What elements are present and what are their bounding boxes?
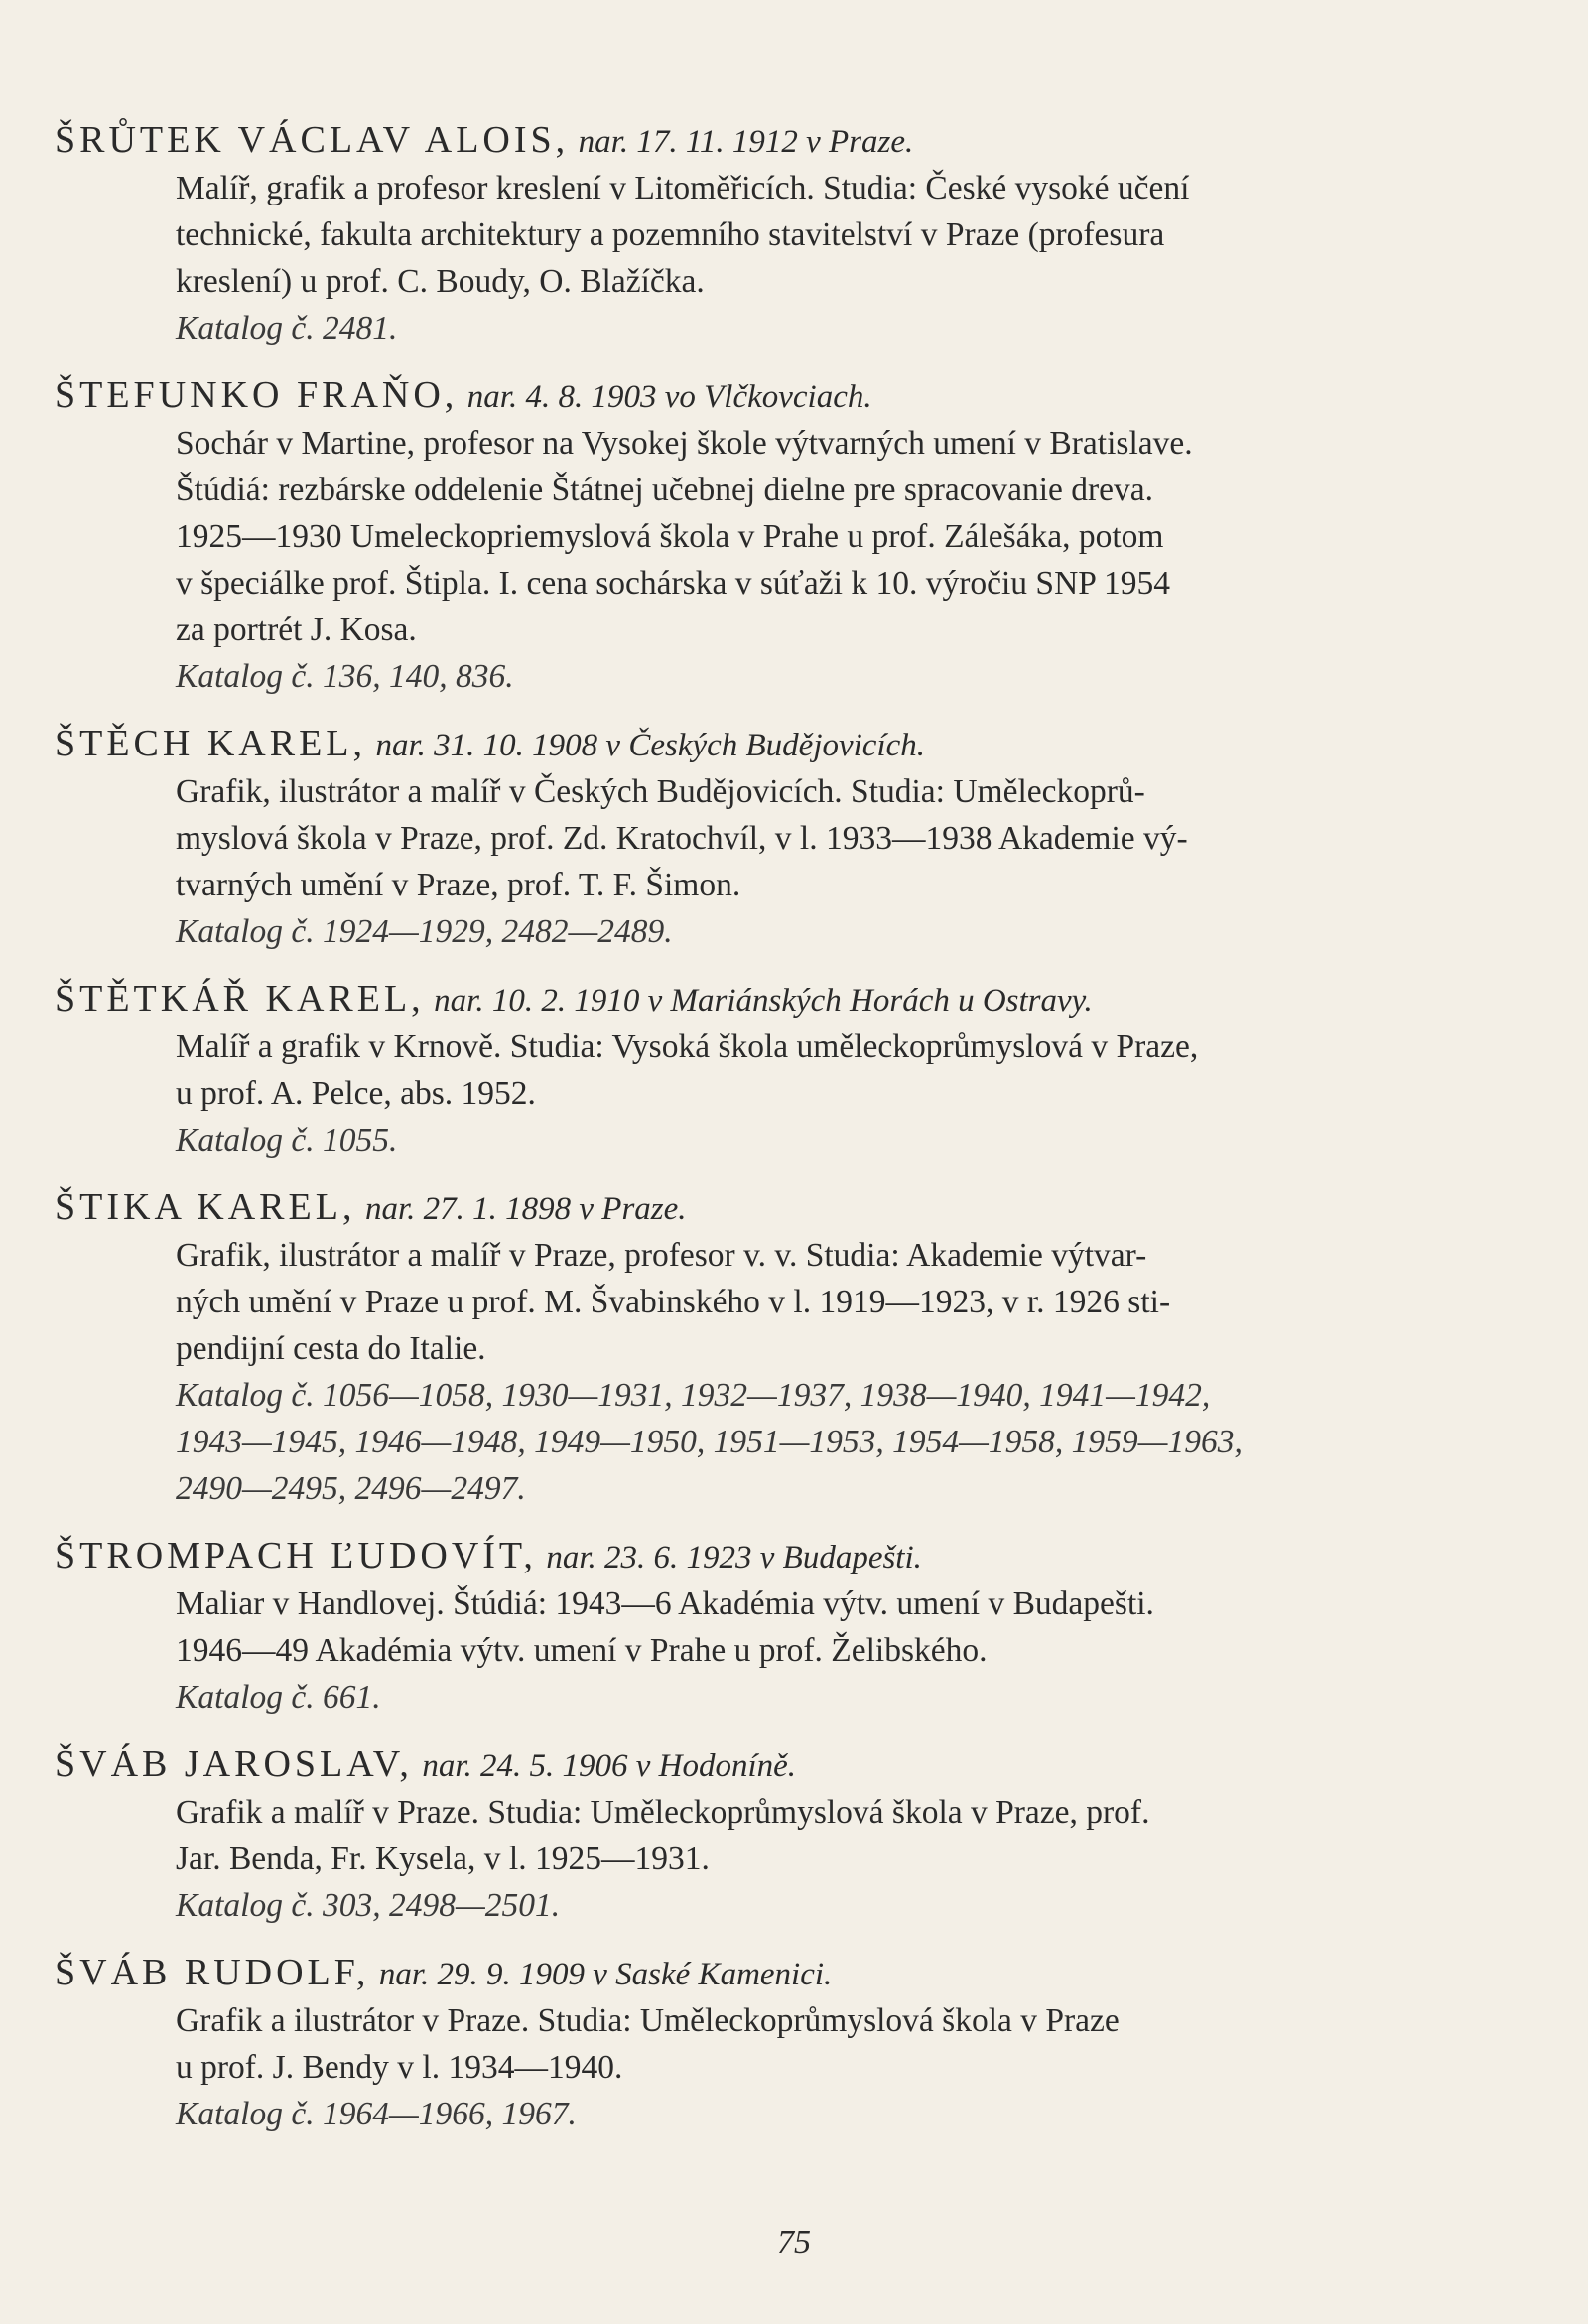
- biography-line: Malíř a grafik v Krnově. Studia: Vysoká škola uměleckoprůmyslová v Praze,: [176, 1028, 1199, 1065]
- entry-heading: [55, 1741, 1474, 1789]
- artist-name: ŠTROMPACH ĽUDOVÍT,: [55, 1535, 537, 1576]
- biography-line: kreslení) u prof. C. Boudy, O. Blažíčka.: [176, 263, 705, 300]
- catalog-reference: Katalog č. 1924—1929, 2482—2489.: [176, 913, 673, 950]
- entry-heading: [55, 117, 1474, 165]
- entry-heading: [55, 721, 1474, 768]
- artist-entries: [55, 117, 1474, 2158]
- entry-body: [55, 768, 1474, 955]
- catalog-reference: 1943—1945, 1946—1948, 1949—1950, 1951—1953, 1954—1958, 1959—1963,: [176, 1424, 1243, 1460]
- artist-entry: [55, 1533, 1474, 1720]
- birth-info: nar. 24. 5. 1906 v Hodoníně.: [422, 1748, 797, 1784]
- birth-info: nar. 27. 1. 1898 v Praze.: [364, 1191, 687, 1227]
- catalog-reference: Katalog č. 1056—1058, 1930—1931, 1932—1937, 1938—1940, 1941—1942,: [176, 1377, 1211, 1414]
- artist-name: ŠVÁB JAROSLAV,: [55, 1743, 413, 1785]
- entry-body: [55, 1580, 1474, 1720]
- entry-heading: [55, 1533, 1474, 1580]
- catalog-reference: Katalog č. 1964—1966, 1967.: [176, 2096, 577, 2132]
- biography-line: Maliar v Handlovej. Štúdiá: 1943—6 Akadémia výtv. umení v Budapešti.: [176, 1585, 1154, 1622]
- entry-body: [55, 1997, 1474, 2137]
- catalog-reference: 2490—2495, 2496—2497.: [176, 1470, 526, 1507]
- biography-line: myslová škola v Praze, prof. Zd. Kratochvíl, v l. 1933—1938 Akademie vý-: [176, 820, 1188, 857]
- biography-line: Grafik, ilustrátor a malíř v Praze, profesor v. v. Studia: Akademie výtvar-: [176, 1237, 1147, 1274]
- artist-entry: [55, 721, 1474, 955]
- artist-name: ŠTĚCH KAREL,: [55, 723, 366, 764]
- entry-body: [55, 1232, 1474, 1512]
- entry-heading: [55, 1950, 1474, 1997]
- birth-info: nar. 31. 10. 1908 v Českých Budějovicích.: [375, 728, 926, 763]
- entry-heading: [55, 372, 1474, 420]
- biography-line: Malíř, grafik a profesor kreslení v Litoměřicích. Studia: České vysoké učení: [176, 170, 1190, 206]
- biography-line: Grafik, ilustrátor a malíř v Českých Budějovicích. Studia: Uměleckoprů-: [176, 773, 1145, 810]
- artist-name: ŠVÁB RUDOLF,: [55, 1952, 370, 1993]
- entry-heading: [55, 1184, 1474, 1232]
- entry-heading: [55, 976, 1474, 1024]
- biography-line: Grafik a malíř v Praze. Studia: Uměleckoprůmyslová škola v Praze, prof.: [176, 1794, 1150, 1831]
- biography-line: 1946—49 Akadémia výtv. umení v Prahe u prof. Želibského.: [176, 1632, 988, 1669]
- artist-entry: [55, 1184, 1474, 1512]
- catalog-reference: Katalog č. 1055.: [176, 1122, 398, 1159]
- biography-line: ných umění v Praze u prof. M. Švabinského v l. 1919—1923, v r. 1926 sti-: [176, 1284, 1171, 1320]
- birth-info: nar. 17. 11. 1912 v Praze.: [578, 124, 914, 160]
- page-number: 75: [777, 2224, 811, 2260]
- biography-line: za portrét J. Kosa.: [176, 612, 417, 648]
- biography-line: Grafik a ilustrátor v Praze. Studia: Uměleckoprůmyslová škola v Praze: [176, 2002, 1120, 2039]
- catalog-reference: Katalog č. 303, 2498—2501.: [176, 1887, 561, 1924]
- artist-name: ŠTEFUNKO FRAŇO,: [55, 374, 459, 416]
- birth-info: nar. 29. 9. 1909 v Saské Kamenici.: [378, 1957, 833, 1992]
- entry-body: [55, 165, 1474, 351]
- artist-entry: [55, 1950, 1474, 2137]
- biography-line: pendijní cesta do Italie.: [176, 1330, 486, 1367]
- birth-info: nar. 4. 8. 1903 vo Vlčkovciach.: [466, 379, 872, 415]
- catalog-reference: Katalog č. 661.: [176, 1679, 381, 1715]
- biography-line: u prof. J. Bendy v l. 1934—1940.: [176, 2049, 623, 2086]
- biography-line: technické, fakulta architektury a pozemního stavitelství v Praze (profesura: [176, 216, 1165, 253]
- entry-body: [55, 420, 1474, 700]
- catalog-reference: Katalog č. 2481.: [176, 310, 398, 346]
- artist-entry: [55, 117, 1474, 351]
- artist-name: ŠTĚTKÁŘ KAREL,: [55, 978, 425, 1020]
- birth-info: nar. 23. 6. 1923 v Budapešti.: [546, 1540, 922, 1575]
- biography-line: Štúdiá: rezbárske oddelenie Štátnej učebnej dielne pre spracovanie dreva.: [176, 472, 1154, 508]
- biography-line: Jar. Benda, Fr. Kysela, v l. 1925—1931.: [176, 1841, 710, 1877]
- artist-name: ŠTIKA KAREL,: [55, 1186, 356, 1228]
- artist-name: ŠRŮTEK VÁCLAV ALOIS,: [55, 119, 570, 161]
- birth-info: nar. 10. 2. 1910 v Mariánských Horách u Ostravy.: [434, 983, 1093, 1019]
- biography-line: tvarných umění v Praze, prof. T. F. Šimon.: [176, 867, 741, 903]
- biography-line: u prof. A. Pelce, abs. 1952.: [176, 1075, 536, 1112]
- biography-line: 1925—1930 Umeleckopriemyslová škola v Prahe u prof. Zálešáka, potom: [176, 518, 1164, 555]
- biography-line: Sochár v Martine, profesor na Vysokej škole výtvarných umení v Bratislave.: [176, 425, 1193, 462]
- entry-body: [55, 1789, 1474, 1929]
- artist-entry: [55, 1741, 1474, 1929]
- entry-body: [55, 1024, 1474, 1163]
- biography-line: v špeciálke prof. Štipla. I. cena sochárska v súťaži k 10. výročiu SNP 1954: [176, 565, 1171, 602]
- artist-entry: [55, 976, 1474, 1163]
- catalog-reference: Katalog č. 136, 140, 836.: [176, 658, 514, 695]
- artist-entry: [55, 372, 1474, 700]
